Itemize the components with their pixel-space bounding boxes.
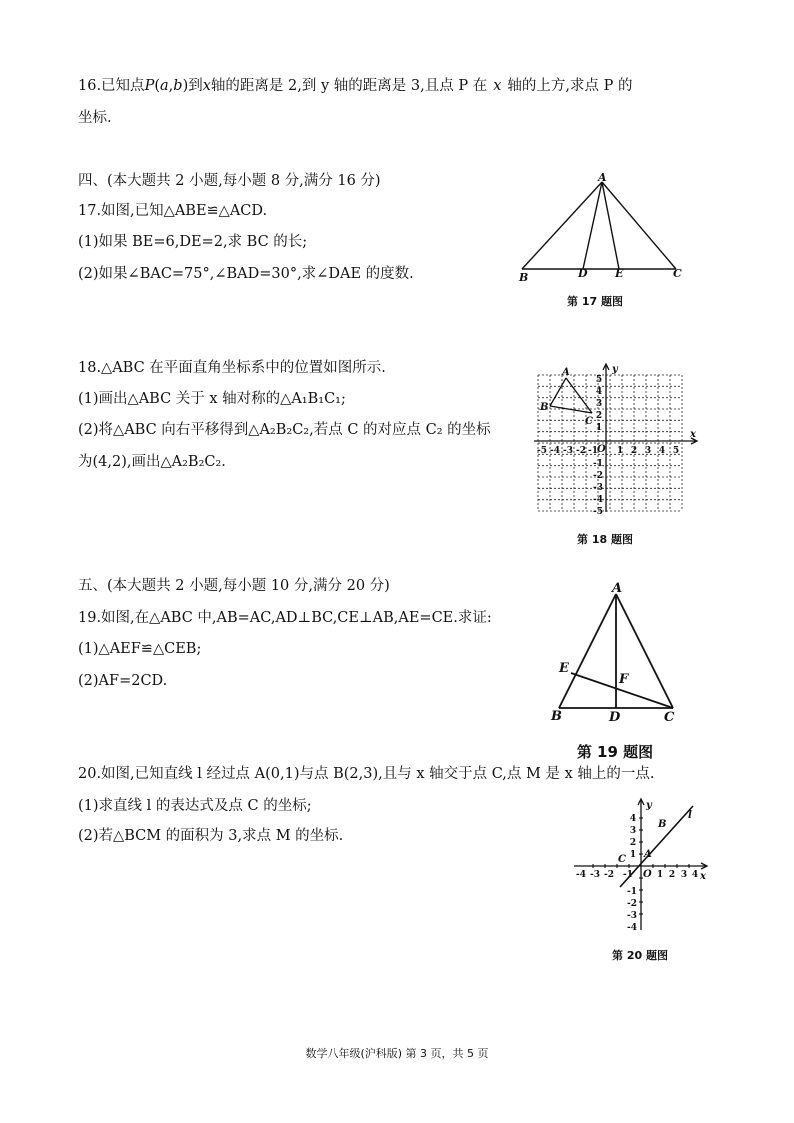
q16-var-x2: x (493, 78, 502, 94)
q17-label-B: B (519, 271, 529, 284)
q18-xtick: -5 (537, 446, 547, 456)
q18-segment-AB (550, 378, 566, 406)
q18-part2a: (2)将△ABC 向右平移得到△A₂B₂C₂,若点 C 的对应点 C₂ 的坐标 (78, 422, 491, 438)
q20-xtick: 4 (691, 870, 699, 880)
q19-caption: 第 19 题图 (576, 743, 654, 761)
q20-ytick: -4 (627, 923, 637, 933)
q17-label-D: D (578, 267, 588, 280)
q17-figure (510, 172, 690, 292)
q20-ytick: 4 (629, 814, 637, 824)
q20-coordinate-figure (570, 796, 710, 936)
q20-part1: (1)求直线 l 的表达式及点 C 的坐标; (78, 798, 312, 814)
q18-part2b: 为(4,2),画出△A₂B₂C₂. (78, 454, 226, 470)
q19-segment-AB (559, 594, 616, 708)
q20-label-l: l (688, 810, 692, 821)
q18-stem: 18.△ABC 在平面直角坐标系中的位置如图所示. (78, 360, 386, 376)
q18-xtick: -3 (563, 446, 573, 456)
q19-label-C: C (664, 710, 675, 725)
q18-part1: (1)画出△ABC 关于 x 轴对称的△A₁B₁C₁; (78, 391, 346, 407)
q18-label-C: C (585, 416, 593, 427)
q16-paren-left: ( (154, 78, 160, 94)
q20-caption: 第 20 题图 (612, 949, 668, 962)
q18-xtick: -1 (588, 446, 598, 456)
q18-xtick: 1 (616, 446, 624, 456)
q18-xtick: -2 (576, 446, 586, 456)
q20-xtick: -1 (623, 870, 633, 880)
q17-label-E: E (615, 267, 624, 280)
q16-point-P: P (144, 78, 155, 94)
q19-label-D: D (609, 710, 621, 725)
q20-ytick: -3 (627, 911, 637, 921)
q17-part1: (1)如果 BE=6,DE=2,求 BC 的长; (78, 234, 308, 250)
q18-label-O: O (597, 444, 606, 455)
q19-stem: 19.如图,在△ABC 中,AB=AC,AD⊥BC,CE⊥AB,AE=CE.求证: (78, 610, 492, 626)
q18-xtick: 2 (630, 446, 638, 456)
q16-var-b: b (173, 78, 183, 94)
q20-ytick: -2 (627, 899, 637, 909)
q20-label-B: B (658, 819, 667, 830)
q19-label-A: A (612, 581, 623, 596)
q18-grid (538, 375, 682, 511)
q18-xtick: 4 (658, 446, 666, 456)
q20-label-x: x (700, 871, 706, 882)
q18-xtick: 5 (672, 446, 680, 456)
q18-xtick: -4 (550, 446, 560, 456)
q17-label-A: A (598, 172, 607, 184)
q20-label-C: C (618, 854, 626, 865)
q20-xtick: -2 (604, 870, 614, 880)
q19-label-E: E (559, 661, 569, 676)
q19-part2: (2)AF=2CD. (78, 673, 168, 689)
q17-caption: 第 17 题图 (567, 295, 623, 308)
q18-ytick: -2 (593, 471, 603, 481)
q17-label-C: C (673, 267, 682, 280)
q19-label-B: B (551, 709, 562, 724)
q18-ytick: 5 (595, 375, 603, 385)
q16-paren-right: ) (182, 78, 189, 94)
q20-label-y: y (646, 800, 652, 811)
q16-var-a: a (160, 78, 169, 94)
q17-segment-AB (522, 182, 602, 269)
q20-xtick: -4 (576, 870, 586, 880)
q20-xtick: -3 (590, 870, 600, 880)
q17-segment-AE (602, 182, 619, 269)
q18-ytick: 4 (595, 387, 603, 397)
q18-label-y: y (612, 364, 618, 375)
q17-segment-AC (602, 182, 676, 269)
q20-ytick: -1 (627, 887, 637, 897)
q18-label-x: x (690, 429, 696, 440)
q16-line1 (78, 76, 632, 96)
section4-heading: 四、(本大题共 2 小题,每小题 8 分,满分 16 分) (78, 173, 381, 189)
q20-xtick: 3 (680, 870, 688, 880)
q20-label-A: A (644, 849, 652, 860)
q18-ytick: -4 (593, 495, 603, 505)
q18-caption: 第 18 题图 (577, 533, 633, 546)
page-footer: 数学八年级(沪科版) 第 3 页，共 5 页 (305, 1047, 489, 1060)
q20-label-O: O (643, 869, 652, 880)
section5-heading: 五、(本大题共 2 小题,每小题 10 分,满分 20 分) (78, 578, 390, 594)
q16-line2: 坐标. (78, 110, 112, 126)
q18-coordinate-figure (530, 362, 702, 522)
q18-label-B: B (540, 402, 549, 413)
q16-text-d: 轴的上方,求点 P 的 (507, 78, 633, 94)
q16-text-b: 到 (188, 78, 203, 94)
q18-segment-AC (566, 378, 592, 413)
q18-ytick: 1 (595, 423, 603, 433)
q20-ytick: 1 (629, 850, 637, 860)
q20-stem: 20.如图,已知直线 l 经过点 A(0,1)与点 B(2,3),且与 x 轴交于点 C,点 M 是 x 轴上的一点. (78, 766, 655, 782)
q16-comma: , (168, 78, 174, 94)
q20-xtick: 2 (668, 870, 676, 880)
q20-part2: (2)若△BCM 的面积为 3,求点 M 的坐标. (78, 828, 344, 844)
q18-ytick: -3 (593, 483, 603, 493)
q16-text-a: 16.已知点 (78, 78, 145, 94)
q20-ytick: 2 (629, 838, 637, 848)
q17-stem: 17.如图,已知△ABE≌△ACD. (78, 203, 268, 219)
q18-ytick: -5 (593, 507, 603, 517)
q20-ytick: 3 (629, 826, 637, 836)
q19-label-F: F (619, 672, 629, 687)
q18-ytick: 2 (595, 411, 603, 421)
q18-ytick: -1 (593, 459, 603, 469)
q18-xtick: 3 (644, 446, 652, 456)
q20-xtick: 1 (656, 870, 664, 880)
q17-part2: (2)如果∠BAC=75°,∠BAD=30°,求∠DAE 的度数. (78, 266, 414, 282)
q16-text-c: 轴的距离是 2,到 y 轴的距离是 3,且点 P 在 (210, 78, 488, 94)
q19-figure (545, 580, 685, 728)
q19-part1: (1)△AEF≌△CEB; (78, 641, 202, 657)
q16-var-x: x (202, 78, 211, 94)
q17-segment-AD (583, 182, 602, 269)
q18-label-A: A (562, 367, 570, 378)
q18-ytick: 3 (595, 399, 603, 409)
